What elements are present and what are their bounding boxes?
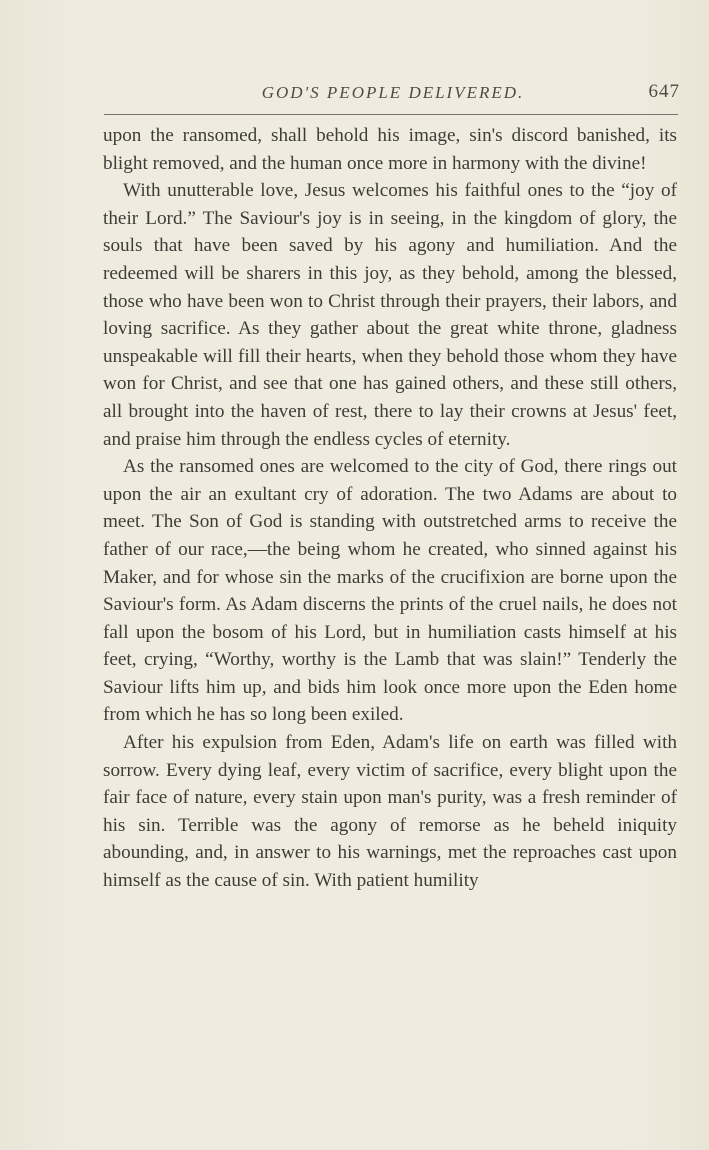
paragraph: As the ransomed ones are welcomed to the city of God, there rings out upon the air an exultant cry of adoration. The two Adams are about to meet. The Son of God is standing with outstretched arms to receive the father of our race,—the being whom he created, who sinned against his Maker, and for whose sin the marks of the crucifixion are borne upon the Saviour's form. As Adam discerns the prints of the cruel nails, he does not fall upon the bosom of his Lord, but in humiliation casts himself at his feet, crying, “Worthy, worthy is the Lamb that was slain!” Tenderly the Saviour lifts him up, and bids him look once more upon the Eden home from which he has so long been exiled. bbox=[103, 456, 677, 726]
running-title: GOD'S PEOPLE DELIVERED. bbox=[261, 83, 525, 102]
header-rule bbox=[104, 114, 678, 115]
body-text bbox=[103, 122, 677, 895]
page-number: 647 bbox=[648, 81, 680, 102]
paragraph: After his expulsion from Eden, Adam's life on earth was filled with sorrow. Every dying leaf, every victim of sacrifice, every blight upon the fair face of nature, every stain upon man's purity, was a fresh reminder of his sin. Terrible was the agony of remorse as he beheld iniquity abounding, and, in answer to his warnings, met the reproaches cast upon himself as the cause of sin. With patient humility bbox=[103, 732, 677, 892]
paragraph-continued: upon the ransomed, shall behold his image, sin's discord banished, its blight removed, and the human once more in harmony with the divine! bbox=[103, 125, 677, 174]
page-header bbox=[104, 80, 682, 108]
paragraph: With unutterable love, Jesus welcomes his faithful ones to the “joy of their Lord.” The Saviour's joy is in seeing, in the kingdom of glory, the souls that have been saved by his agony and humiliation. And the redeemed will be sharers in this joy, as they behold, among the blessed, those who have been won to Christ through their prayers, their labors, and loving sacrifice. As they gather about the great white throne, gladness unspeakable will fill their hearts, when they behold those whom they have won for Christ, and see that one has gained others, and these still others, all brought into the haven of rest, there to lay their crowns at Jesus' feet, and praise him through the endless cycles of eternity. bbox=[103, 180, 677, 450]
